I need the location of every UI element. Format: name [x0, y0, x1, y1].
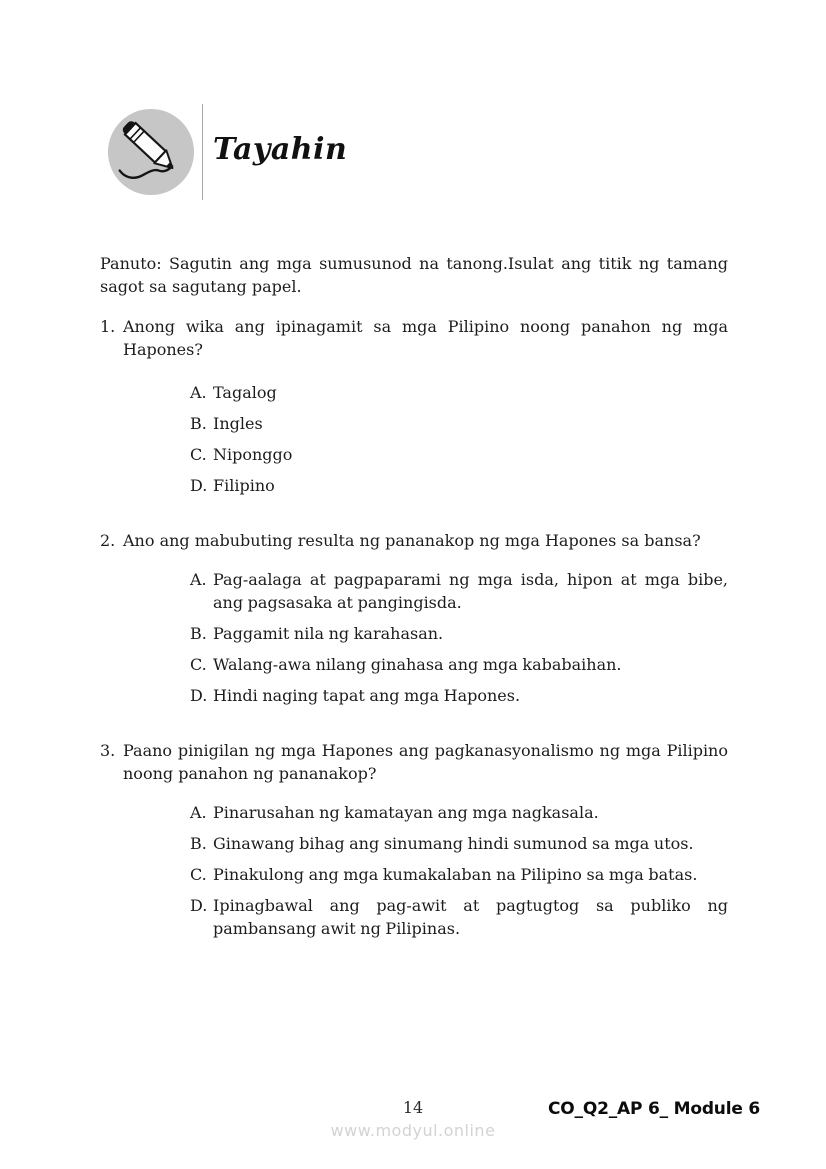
- option-row: [190, 622, 728, 645]
- question-number: 3.: [100, 741, 116, 760]
- option-text: Ginawang bihag ang sinumang hindi sumunod sa mga utos.: [213, 834, 694, 853]
- option-text: Pag-aalaga at pagpaparami ng mga isda, hipon at mga bibe, ang pagsasaka at pangingisda.: [213, 570, 728, 612]
- section-title: Tayahin: [213, 131, 348, 167]
- question-text: Anong wika ang ipinagamit sa mga Pilipino noong panahon ng mga Hapones?: [123, 317, 728, 359]
- option-row: [190, 832, 728, 855]
- question-number: 2.: [100, 531, 116, 550]
- option-text: Ipinagbawal ang pag-awit at pagtugtog sa publiko ng pambansang awit ng Pilipinas.: [213, 896, 728, 938]
- page-number: 14: [402, 1098, 424, 1117]
- option-row: [190, 801, 728, 824]
- option-letter: A.: [190, 383, 207, 402]
- section-header: [107, 104, 347, 200]
- question-3: [100, 739, 728, 940]
- option-letter: B.: [190, 624, 207, 643]
- question-text: Ano ang mabubuting resulta ng pananakop ng mga Hapones sa bansa?: [123, 531, 701, 550]
- instructions-text: Panuto: Sagutin ang mga sumusunod na tanong.Isulat ang titik ng tamang sagot sa sagutang papel.: [100, 254, 728, 296]
- option-letter: D.: [190, 476, 208, 495]
- option-row: [190, 443, 728, 466]
- option-letter: C.: [190, 655, 207, 674]
- option-letter: C.: [190, 865, 207, 884]
- option-letter: B.: [190, 834, 207, 853]
- question-number: 1.: [100, 317, 116, 336]
- option-letter: A.: [190, 803, 207, 822]
- question-1: [100, 315, 728, 497]
- option-text: Pinakulong ang mga kumakalaban na Pilipino sa mga batas.: [213, 865, 698, 884]
- watermark: www.modyul.online: [330, 1121, 496, 1140]
- worksheet-content: [100, 252, 728, 940]
- module-code: CO_Q2_AP 6_ Module 6: [548, 1099, 760, 1119]
- option-row: [190, 474, 728, 497]
- option-text: Hindi naging tapat ang mga Hapones.: [213, 686, 521, 705]
- option-text: Niponggo: [213, 445, 293, 464]
- question-3-options: [190, 801, 728, 940]
- option-letter: D.: [190, 686, 208, 705]
- option-row: [190, 381, 728, 404]
- option-row: [190, 653, 728, 676]
- option-row: [190, 684, 728, 707]
- option-text: Tagalog: [213, 383, 277, 402]
- option-text: Paggamit nila ng karahasan.: [213, 624, 444, 643]
- option-letter: A.: [190, 570, 207, 589]
- option-letter: C.: [190, 445, 207, 464]
- option-letter: D.: [190, 896, 208, 915]
- option-letter: B.: [190, 414, 207, 433]
- option-text: Ingles: [213, 414, 263, 433]
- option-row: [190, 894, 728, 940]
- option-text: Walang-awa nilang ginahasa ang mga kababaihan.: [213, 655, 622, 674]
- question-1-options: [190, 381, 728, 497]
- option-text: Pinarusahan ng kamatayan ang mga nagkasala.: [213, 803, 599, 822]
- question-2: [100, 529, 728, 707]
- option-row: [190, 568, 728, 614]
- question-text: Paano pinigilan ng mga Hapones ang pagkanasyonalismo ng mga Pilipino noong panahon ng pananakop?: [123, 741, 728, 783]
- option-row: [190, 412, 728, 435]
- option-text: Filipino: [213, 476, 275, 495]
- option-row: [190, 863, 728, 886]
- header-divider: [202, 104, 203, 200]
- pencil-icon: [107, 108, 195, 196]
- question-2-options: [190, 568, 728, 707]
